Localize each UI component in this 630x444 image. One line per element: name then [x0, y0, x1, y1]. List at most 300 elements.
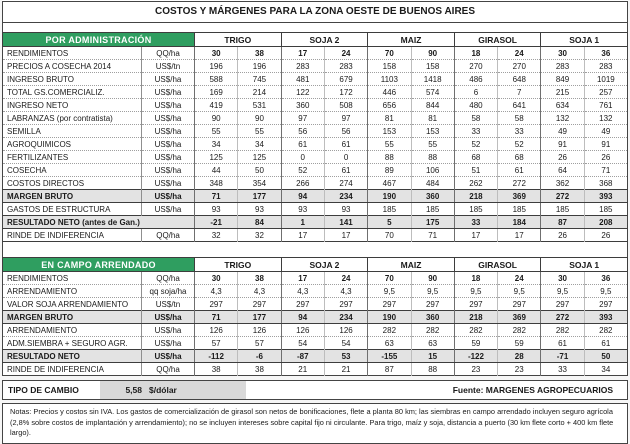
value-cell: 24	[324, 47, 367, 60]
value-cell: 21	[324, 363, 367, 376]
row-label: INGRESO BRUTO	[3, 73, 142, 86]
value-cell: 297	[584, 298, 627, 311]
value-cell: 446	[368, 86, 411, 99]
value-cell: 18	[454, 272, 497, 285]
value-cell: 106	[411, 164, 454, 177]
row-unit: US$/ha	[142, 337, 195, 350]
exchange-rate-value: 5,58	[125, 385, 142, 395]
value-cell: 26	[584, 151, 627, 164]
value-cell: 36	[584, 272, 627, 285]
value-cell: 185	[584, 203, 627, 216]
value-cell: 58	[498, 112, 541, 125]
value-cell: 58	[454, 112, 497, 125]
value-cell: 297	[498, 298, 541, 311]
table-row	[3, 112, 628, 125]
value-cell: 9,5	[584, 285, 627, 298]
value-cell: 33	[541, 363, 584, 376]
value-cell: 26	[541, 151, 584, 164]
value-cell: 24	[498, 272, 541, 285]
value-cell: 641	[498, 99, 541, 112]
value-cell: 30	[195, 47, 238, 60]
row-label: SEMILLA	[3, 125, 142, 138]
value-cell: 34	[238, 138, 281, 151]
value-cell: 270	[454, 60, 497, 73]
value-cell: 153	[411, 125, 454, 138]
value-cell: 1019	[584, 73, 627, 86]
value-cell: 282	[368, 324, 411, 337]
value-cell: 17	[281, 229, 324, 242]
value-cell: 90	[411, 272, 454, 285]
row-unit: US$/ha	[142, 73, 195, 86]
value-cell: 56	[281, 125, 324, 138]
value-cell: 64	[541, 164, 584, 177]
exchange-rate-unit: $/dólar	[149, 385, 177, 395]
value-cell: 52	[454, 138, 497, 151]
value-cell: 49	[584, 125, 627, 138]
value-cell: 297	[454, 298, 497, 311]
value-cell: 90	[411, 47, 454, 60]
value-cell: 185	[454, 203, 497, 216]
value-cell: 297	[238, 298, 281, 311]
value-cell: 61	[584, 337, 627, 350]
value-cell: 4,3	[324, 285, 367, 298]
value-cell: 360	[281, 99, 324, 112]
crop-header-0: TRIGO	[195, 33, 282, 47]
value-cell: 214	[238, 86, 281, 99]
value-cell: 63	[411, 337, 454, 350]
value-cell: -87	[281, 350, 324, 363]
value-cell: 88	[411, 363, 454, 376]
row-label: COSECHA	[3, 164, 142, 177]
value-cell: 634	[541, 99, 584, 112]
value-cell: -21	[195, 216, 238, 229]
row-label: RENDIMIENTOS	[3, 272, 142, 285]
crop-header-4: SOJA 1	[541, 258, 628, 272]
value-cell: 266	[281, 177, 324, 190]
value-cell: 283	[584, 60, 627, 73]
value-cell: 6	[454, 86, 497, 99]
value-cell: 88	[411, 151, 454, 164]
value-cell: 55	[411, 138, 454, 151]
value-cell: 34	[584, 363, 627, 376]
value-cell: 9,5	[498, 285, 541, 298]
row-unit: US$/ha	[142, 350, 195, 363]
value-cell: 81	[411, 112, 454, 125]
value-cell: -112	[195, 350, 238, 363]
value-cell: 52	[498, 138, 541, 151]
value-cell: 17	[281, 47, 324, 60]
value-cell: 88	[368, 151, 411, 164]
table-row	[3, 86, 628, 99]
row-label: INGRESO NETO	[3, 99, 142, 112]
value-cell: 1418	[411, 73, 454, 86]
value-cell: 21	[281, 363, 324, 376]
value-cell: 175	[411, 216, 454, 229]
value-cell: 26	[541, 229, 584, 242]
section-header-1: EN CAMPO ARRENDADO	[3, 258, 195, 272]
value-cell: 63	[368, 337, 411, 350]
value-cell: 38	[238, 272, 281, 285]
value-cell: -155	[368, 350, 411, 363]
value-cell: 1103	[368, 73, 411, 86]
value-cell: 274	[324, 177, 367, 190]
row-label: FERTILIZANTES	[3, 151, 142, 164]
row-label: ARRENDAMIENTO	[3, 324, 142, 337]
table-row	[3, 298, 628, 311]
table-row	[3, 337, 628, 350]
value-cell: 15	[411, 350, 454, 363]
row-unit: QQ/ha	[142, 47, 195, 60]
value-cell: 55	[368, 138, 411, 151]
table-row	[3, 272, 628, 285]
value-cell: 18	[454, 47, 497, 60]
value-cell: 61	[281, 138, 324, 151]
crop-header-1: SOJA 2	[281, 33, 368, 47]
value-cell: 70	[368, 47, 411, 60]
value-cell: 24	[324, 272, 367, 285]
table-row	[3, 151, 628, 164]
exchange-rate-bar	[2, 380, 628, 400]
value-cell: 745	[238, 73, 281, 86]
value-cell: 33	[454, 125, 497, 138]
value-cell: 32	[238, 229, 281, 242]
value-cell: 68	[498, 151, 541, 164]
table-row	[3, 350, 628, 363]
section-spacer-row	[3, 242, 628, 258]
value-cell: 484	[411, 177, 454, 190]
table-row	[3, 203, 628, 216]
value-cell: 61	[541, 337, 584, 350]
table-row	[3, 190, 628, 203]
value-cell: 844	[411, 99, 454, 112]
table-row	[3, 60, 628, 73]
row-label: PRECIOS A COSECHA 2014	[3, 60, 142, 73]
value-cell: 393	[584, 311, 627, 324]
value-cell: 94	[281, 190, 324, 203]
title-gap	[2, 23, 628, 32]
crop-header-2: MAIZ	[368, 33, 455, 47]
value-cell: 184	[498, 216, 541, 229]
value-cell: 126	[195, 324, 238, 337]
value-cell: 158	[411, 60, 454, 73]
value-cell: 132	[584, 112, 627, 125]
value-cell: 185	[368, 203, 411, 216]
value-cell: 369	[498, 311, 541, 324]
value-cell: 68	[454, 151, 497, 164]
value-cell: 97	[281, 112, 324, 125]
crop-header-row	[3, 33, 628, 47]
value-cell: 26	[584, 229, 627, 242]
value-cell: 55	[195, 125, 238, 138]
row-unit: US$/tn	[142, 60, 195, 73]
row-unit: US$/ha	[142, 190, 195, 203]
value-cell: 126	[324, 324, 367, 337]
value-cell: 54	[281, 337, 324, 350]
value-cell: 369	[498, 190, 541, 203]
value-cell: 656	[368, 99, 411, 112]
value-cell: 122	[281, 86, 324, 99]
value-cell: 59	[454, 337, 497, 350]
value-cell: 360	[411, 311, 454, 324]
table-row	[3, 311, 628, 324]
row-label: RESULTADO NETO (antes de Gan.)	[3, 216, 195, 229]
value-cell: 38	[238, 47, 281, 60]
row-unit: US$/ha	[142, 311, 195, 324]
value-cell: 141	[324, 216, 367, 229]
value-cell: 272	[541, 311, 584, 324]
value-cell: 34	[195, 138, 238, 151]
row-label: RESULTADO NETO	[3, 350, 142, 363]
value-cell: 24	[498, 47, 541, 60]
row-unit: US$/ha	[142, 112, 195, 125]
value-cell: 93	[238, 203, 281, 216]
value-cell: 17	[281, 272, 324, 285]
value-cell: 126	[238, 324, 281, 337]
value-cell: 153	[368, 125, 411, 138]
value-cell: 38	[195, 363, 238, 376]
row-label: AGROQUIMICOS	[3, 138, 142, 151]
value-cell: 761	[584, 99, 627, 112]
value-cell: 297	[368, 298, 411, 311]
value-cell: 574	[411, 86, 454, 99]
value-cell: 270	[498, 60, 541, 73]
value-cell: 53	[324, 350, 367, 363]
value-cell: 272	[498, 177, 541, 190]
value-cell: 297	[411, 298, 454, 311]
value-cell: 177	[238, 190, 281, 203]
value-cell: 36	[584, 47, 627, 60]
value-cell: 4,3	[281, 285, 324, 298]
table-row	[3, 177, 628, 190]
value-cell: 467	[368, 177, 411, 190]
row-label: GASTOS DE ESTRUCTURA	[3, 203, 142, 216]
value-cell: 1	[281, 216, 324, 229]
value-cell: -6	[238, 350, 281, 363]
value-cell: 297	[324, 298, 367, 311]
value-cell: 81	[368, 112, 411, 125]
value-cell: 57	[195, 337, 238, 350]
value-cell: 297	[195, 298, 238, 311]
value-cell: 169	[195, 86, 238, 99]
value-cell: 59	[498, 337, 541, 350]
row-label: RINDE DE INDIFERENCIA	[3, 229, 142, 242]
value-cell: 218	[454, 311, 497, 324]
value-cell: 282	[454, 324, 497, 337]
row-label: RENDIMIENTOS	[3, 47, 142, 60]
value-cell: 70	[368, 272, 411, 285]
value-cell: 283	[541, 60, 584, 73]
costs-margins-table	[2, 32, 628, 376]
value-cell: 849	[541, 73, 584, 86]
row-label: TOTAL GS.COMERCIALIZ.	[3, 86, 142, 99]
value-cell: 61	[498, 164, 541, 177]
value-cell: 9,5	[541, 285, 584, 298]
value-cell: 481	[281, 73, 324, 86]
value-cell: 272	[541, 190, 584, 203]
value-cell: 57	[238, 337, 281, 350]
value-cell: 17	[324, 229, 367, 242]
value-cell: 125	[195, 151, 238, 164]
value-cell: 679	[324, 73, 367, 86]
value-cell: 0	[324, 151, 367, 164]
value-cell: 23	[454, 363, 497, 376]
crop-header-3: GIRASOL	[454, 258, 541, 272]
row-label: RINDE DE INDIFERENCIA	[3, 363, 142, 376]
value-cell: 38	[238, 363, 281, 376]
row-label: ADM.SIEMBRA + SEGURO AGR.	[3, 337, 142, 350]
value-cell: 208	[584, 216, 627, 229]
value-cell: 282	[541, 324, 584, 337]
value-cell: 126	[281, 324, 324, 337]
report-sheet	[2, 0, 628, 376]
value-cell: 51	[454, 164, 497, 177]
value-cell: 368	[584, 177, 627, 190]
value-cell: 61	[324, 164, 367, 177]
value-cell: 362	[541, 177, 584, 190]
row-unit: US$/ha	[142, 164, 195, 177]
value-cell: 54	[324, 337, 367, 350]
value-cell: 9,5	[411, 285, 454, 298]
table-row	[3, 125, 628, 138]
value-cell: 0	[281, 151, 324, 164]
value-cell: 190	[368, 311, 411, 324]
row-unit: QQ/ha	[142, 272, 195, 285]
table-row	[3, 324, 628, 337]
value-cell: 9,5	[454, 285, 497, 298]
table-row	[3, 363, 628, 376]
value-cell: 648	[498, 73, 541, 86]
value-cell: 50	[238, 164, 281, 177]
value-cell: 257	[584, 86, 627, 99]
value-cell: 282	[498, 324, 541, 337]
row-label: MARGEN BRUTO	[3, 311, 142, 324]
value-cell: 177	[238, 311, 281, 324]
value-cell: 282	[584, 324, 627, 337]
value-cell: 90	[195, 112, 238, 125]
row-unit: qq soja/ha	[142, 285, 195, 298]
source-label: Fuente: MARGENES AGROPECUARIOS	[452, 385, 613, 395]
value-cell: 71	[411, 229, 454, 242]
value-cell: 588	[195, 73, 238, 86]
table-row	[3, 138, 628, 151]
table-row	[3, 229, 628, 242]
value-cell: 91	[541, 138, 584, 151]
value-cell: 52	[281, 164, 324, 177]
value-cell: 89	[368, 164, 411, 177]
value-cell: 297	[281, 298, 324, 311]
value-cell: 4,3	[238, 285, 281, 298]
section-header-0: POR ADMINISTRACIÓN	[3, 33, 195, 47]
row-unit: US$/tn	[142, 298, 195, 311]
value-cell: 50	[584, 350, 627, 363]
value-cell: 218	[454, 190, 497, 203]
row-label: LABRANZAS (por contratista)	[3, 112, 142, 125]
value-cell: 28	[498, 350, 541, 363]
value-cell: 354	[238, 177, 281, 190]
row-label: COSTOS DIRECTOS	[3, 177, 142, 190]
row-unit: US$/ha	[142, 99, 195, 112]
value-cell: 71	[195, 311, 238, 324]
value-cell: 262	[454, 177, 497, 190]
crop-header-row	[3, 258, 628, 272]
value-cell: 196	[195, 60, 238, 73]
value-cell: 71	[195, 190, 238, 203]
value-cell: -71	[541, 350, 584, 363]
value-cell: 84	[238, 216, 281, 229]
value-cell: 196	[238, 60, 281, 73]
value-cell: 283	[324, 60, 367, 73]
value-cell: 5	[368, 216, 411, 229]
value-cell: 49	[541, 125, 584, 138]
page-title: COSTOS Y MÁRGENES PARA LA ZONA OESTE DE BUENOS AIRES	[2, 1, 628, 23]
crop-header-2: MAIZ	[368, 258, 455, 272]
value-cell: 132	[541, 112, 584, 125]
row-unit: US$/ha	[142, 177, 195, 190]
value-cell: 93	[281, 203, 324, 216]
value-cell: 32	[195, 229, 238, 242]
value-cell: 234	[324, 311, 367, 324]
table-row	[3, 216, 628, 229]
value-cell: 97	[324, 112, 367, 125]
table-row	[3, 47, 628, 60]
value-cell: 283	[281, 60, 324, 73]
value-cell: 87	[541, 216, 584, 229]
notes-text: Notas: Precios y costos sin IVA. Los gastos de comercialización de girasol son netos de bonificaciones, flete a planta 80 km; las siembras en campo arrendado incluyen seguro agrícola (2,8% sobre costos de implantación y arrendamiento); no se incluyen intereses sobre capital fijo ni circulante. Para trigo, maíz y soja, distancia a puerto (30 km flete corto + 400 km flete largo).	[2, 403, 628, 444]
exchange-rate-cell	[100, 381, 246, 399]
value-cell: 91	[584, 138, 627, 151]
spacer-cell	[3, 242, 628, 258]
crop-header-1: SOJA 2	[281, 258, 368, 272]
value-cell: 234	[324, 190, 367, 203]
value-cell: 125	[238, 151, 281, 164]
value-cell: 172	[324, 86, 367, 99]
value-cell: 158	[368, 60, 411, 73]
value-cell: 94	[281, 311, 324, 324]
value-cell: 190	[368, 190, 411, 203]
crop-header-0: TRIGO	[195, 258, 282, 272]
row-unit: QQ/ha	[142, 229, 195, 242]
row-label: MARGEN BRUTO	[3, 190, 142, 203]
row-unit: QQ/ha	[142, 363, 195, 376]
value-cell: 348	[195, 177, 238, 190]
value-cell: 17	[454, 229, 497, 242]
value-cell: 87	[368, 363, 411, 376]
value-cell: 44	[195, 164, 238, 177]
value-cell: 185	[498, 203, 541, 216]
value-cell: 93	[324, 203, 367, 216]
value-cell: 508	[324, 99, 367, 112]
value-cell: 360	[411, 190, 454, 203]
value-cell: 7	[498, 86, 541, 99]
row-unit: US$/ha	[142, 203, 195, 216]
row-unit: US$/ha	[142, 324, 195, 337]
table-row	[3, 164, 628, 177]
value-cell: 297	[541, 298, 584, 311]
crop-header-4: SOJA 1	[541, 33, 628, 47]
value-cell: 419	[195, 99, 238, 112]
row-label: ARRENDAMIENTO	[3, 285, 142, 298]
value-cell: 61	[324, 138, 367, 151]
value-cell: 393	[584, 190, 627, 203]
value-cell: 55	[238, 125, 281, 138]
value-cell: 30	[195, 272, 238, 285]
crop-header-3: GIRASOL	[454, 33, 541, 47]
row-label: VALOR SOJA ARRENDAMIENTO	[3, 298, 142, 311]
value-cell: 185	[541, 203, 584, 216]
value-cell: 33	[498, 125, 541, 138]
value-cell: 70	[368, 229, 411, 242]
value-cell: 531	[238, 99, 281, 112]
